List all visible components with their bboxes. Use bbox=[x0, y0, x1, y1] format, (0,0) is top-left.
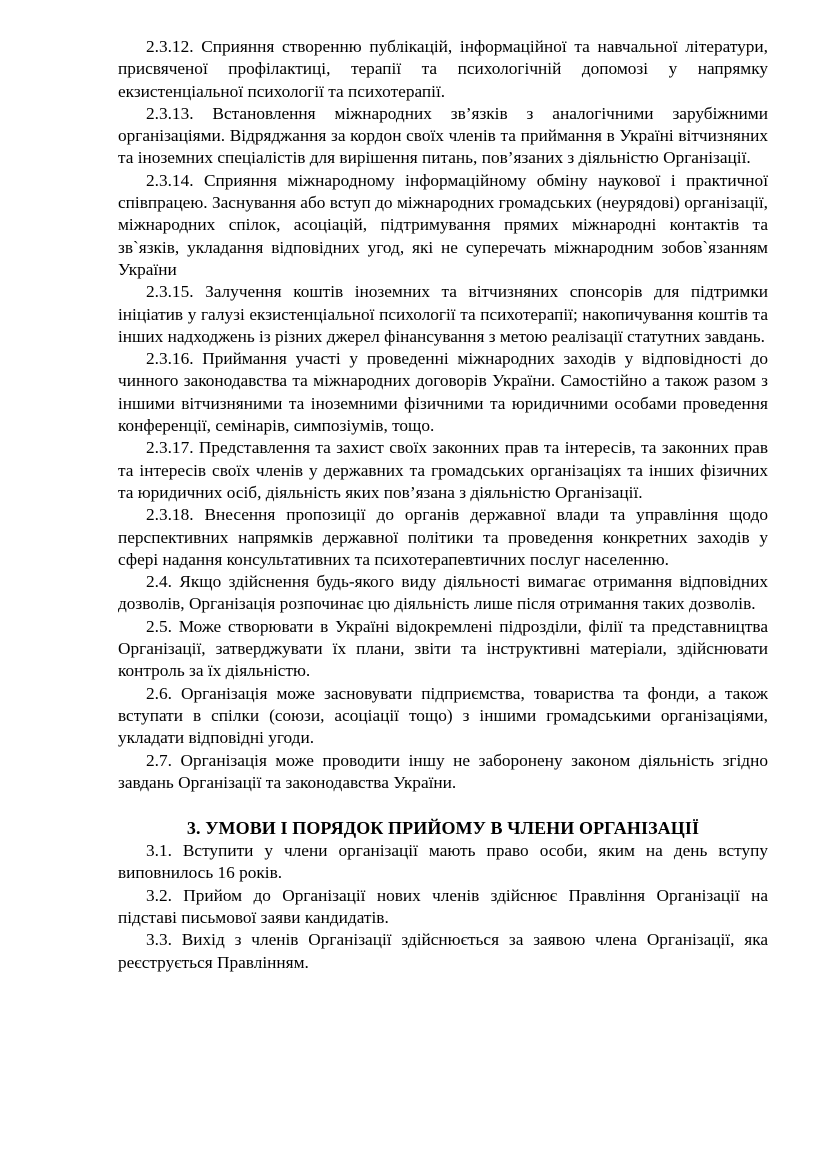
paragraph-2-6: 2.6. Організація може засновувати підприємства, товариства та фонди, а також вступати в спілки (союзи, асоціації тощо) з іншими громадськими організаціями, укладати відповідні угоди. bbox=[118, 683, 768, 748]
paragraph-3-3: 3.3. Вихід з членів Організації здійснюється за заявою члена Організації, яка реєструється Правлінням. bbox=[118, 930, 768, 972]
paragraph-2-3-12: 2.3.12. Сприяння створенню публікацій, інформаційної та навчальної літератури, присвяченої профілактиці, терапії та психологічній допомозі у напрямку екзистенціальної психології та психотерапії. bbox=[118, 37, 768, 101]
document-page bbox=[118, 36, 768, 974]
paragraph-2-3-15: 2.3.15. Залучення коштів іноземних та вітчизняних спонсорів для підтримки ініціатив у галузі екзистенціальної психології та психотерапії; накопичування коштів та інших надходжень із різних джерел фінансування з метою реалізації статутних завдань. bbox=[118, 282, 768, 346]
paragraph-2-7: 2.7. Організація може проводити іншу не заборонену законом діяльність згідно завдань Організації та законодавства України. bbox=[118, 750, 768, 792]
paragraph-3-2: 3.2. Прийом до Організації нових членів здійснює Правління Організації на підставі письмової заяви кандидатів. bbox=[118, 885, 768, 927]
section-title: 3. УМОВИ І ПОРЯДОК ПРИЙОМУ В ЧЛЕНИ ОРГАНІЗАЦІЇ bbox=[186, 818, 700, 839]
paragraph-2-3-17: 2.3.17. Представлення та захист своїх законних прав та інтересів, та законних прав та інтересів своїх членів у державних та громадських організаціях та інших фізичних та юридичних осіб, діяльність яких пов’язана з діяльністю Організації. bbox=[118, 438, 768, 502]
paragraph-3-1: 3.1. Вступити у члени організації мають право особи, яким на день вступу виповнилось 16 років. bbox=[118, 841, 768, 883]
paragraph-2-3-18: 2.3.18. Внесення пропозиції до органів державної влади та управління щодо перспективних напрямків державної політики та проведення конкретних заходів у сфері надання консультативних та психотерапевтичних послуг населенню. bbox=[118, 505, 768, 569]
paragraph-2-3-14: 2.3.14. Сприяння міжнародному інформаційному обміну наукової і практичної співпрацею. Заснування або вступ до міжнародних громадських (неурядові) організації, міжнародних спілок, асоціацій, підтримування прямих міжнародні контактів та зв`язків, укладання відповідних угод, які не суперечать міжнародним зобов`язанням України bbox=[118, 170, 768, 279]
paragraph-2-3-16: 2.3.16. Приймання участі у проведенні міжнародних заходів у відповідності до чинного законодавства та міжнародних договорів України. Самостійно а також разом з іншими вітчизняними та іноземними фізичними та юридичними особами проведення конференції, семінарів, симпозіумів, тощо. bbox=[118, 349, 768, 436]
paragraph-2-5: 2.5. Може створювати в Україні відокремлені підрозділи, філії та представництва Організації, затверджувати їх плани, звіти та інструктивні матеріали, здійснювати контроль за їх діяльністю. bbox=[118, 616, 768, 681]
paragraph-2-4: 2.4. Якщо здійснення будь-якого виду діяльності вимагає отримання відповідних дозволів, Організація розпочинає цю діяльність лише після отримання таких дозволів. bbox=[118, 572, 768, 614]
paragraph-2-3-13: 2.3.13. Встановлення міжнародних зв’язків з аналогічними зарубіжними організаціями. Відряджання за кордон своїх членів та приймання в Україні вітчизняних та іноземних спеціалістів для вирішення питань, пов’язаних з діяльністю Організації. bbox=[118, 103, 768, 168]
